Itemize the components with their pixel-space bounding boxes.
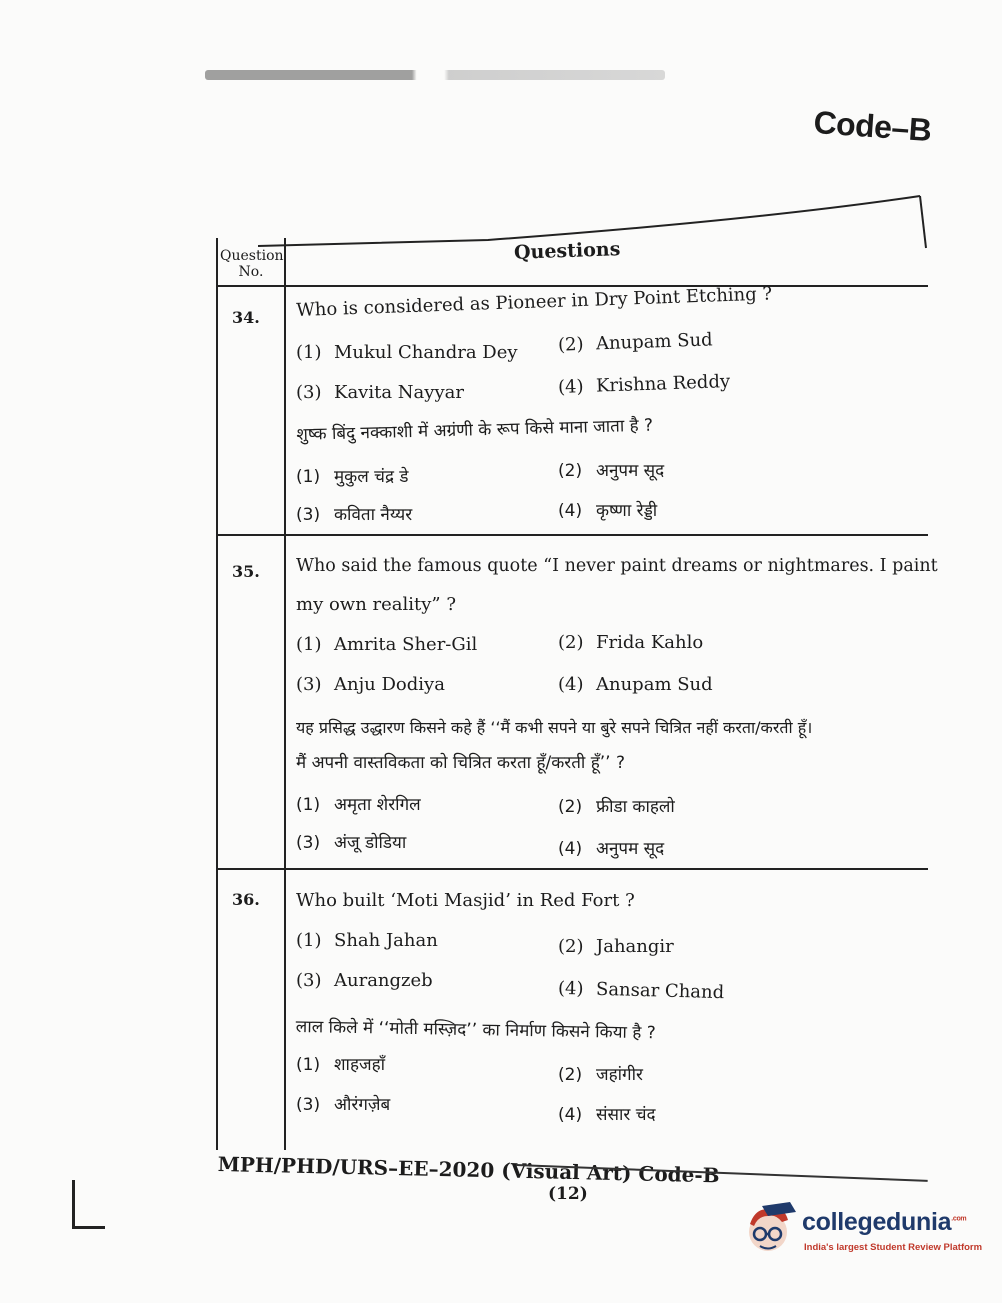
question-number: 36.	[232, 890, 260, 909]
header-question-label: Question	[220, 248, 284, 264]
option: (3) Kavita Nayyar	[296, 382, 464, 403]
question-text-hi: शुष्क बिंदु नक्काशी में अग्रंणी के रूप किसे माना जाता है ?	[296, 415, 654, 445]
option: (3) अंजू डोडिया	[296, 833, 407, 853]
mascot-logo-icon	[742, 1202, 800, 1258]
question-text-en-cont: my own reality” ?	[296, 594, 456, 615]
option: (1) मुकुल चंद्र डे	[296, 467, 409, 487]
question-text-hi: लाल किले में ‘‘मोती मस्ज़िद’’ का निर्माण किसने किया है ?	[295, 1016, 656, 1044]
option: (1) अमृता शेरगिल	[296, 795, 421, 815]
question-text-en: Who is considered as Pioneer in Dry Point Etching ?	[296, 283, 773, 321]
option: (4) संसार चंद	[558, 1105, 656, 1125]
page-number: (12)	[548, 1184, 588, 1204]
question-table	[216, 238, 938, 1150]
option: (1) Mukul Chandra Dey	[296, 342, 518, 363]
option: (4) Sansar Chand	[557, 977, 725, 1004]
option: (4) अनुपम सूद	[558, 839, 665, 859]
option: (1) शाहजहाँ	[296, 1055, 386, 1075]
option: (2) जहांगीर	[558, 1065, 643, 1085]
option: (3) Anju Dodiya	[296, 674, 445, 695]
question-number: 35.	[232, 562, 260, 581]
column-divider	[284, 238, 286, 1150]
option: (2) Frida Kahlo	[558, 632, 704, 653]
option: (1) Shah Jahan	[296, 930, 438, 951]
option: (2) अनुपम सूद	[558, 461, 665, 481]
option: (3) कविता नैय्यर	[296, 505, 413, 525]
question-text-en: Who said the famous quote “I never paint dreams or nightmares. I paint	[296, 556, 938, 576]
scan-corner-mark	[72, 1180, 105, 1229]
header-divider	[216, 285, 928, 287]
brand-tagline: India's largest Student Review Platform	[804, 1242, 983, 1253]
row-divider	[216, 534, 928, 536]
question-text-en: Who built ‘Moti Masjid’ in Red Fort ?	[296, 890, 635, 911]
paper-code: Code–B	[812, 104, 933, 149]
option: (4) कृष्णा रेड्डी	[558, 501, 658, 521]
question-number: 34.	[232, 308, 260, 327]
option: (4) Anupam Sud	[558, 674, 713, 695]
brand-name: collegedunia$^{.com}$	[802, 1208, 967, 1236]
option: (4) Krishna Reddy	[557, 371, 731, 398]
exam-code-footer: MPH/PHD/URS–EE–2020 (Visual Art) Code-B	[217, 1152, 720, 1188]
option: (3) Aurangzeb	[296, 970, 433, 991]
question-text-hi: यह प्रसिद्ध उद्धारण किसने कहे हैं ‘‘मैं कभी सपने या बुरे सपने चित्रित नहीं करता/करती हूँ।	[296, 718, 813, 737]
row-divider	[216, 868, 928, 870]
scan-artifact	[205, 70, 665, 80]
header-questions: Questions	[513, 238, 621, 264]
collegedunia-watermark	[742, 1202, 983, 1258]
option: (2) Anupam Sud	[557, 329, 714, 356]
header-no-label: No.	[238, 264, 264, 280]
question-text-hi-cont: मैं अपनी वास्तविकता को चित्रित करता हूँ/करती हूँ’’ ?	[296, 753, 625, 773]
header-question-no	[220, 248, 282, 280]
option: (1) Amrita Sher-Gil	[296, 634, 478, 655]
option: (3) औरंगज़ेब	[296, 1095, 391, 1115]
option: (2) फ्रीडा काहलो	[558, 797, 675, 817]
option: (2) Jahangir	[558, 936, 674, 957]
